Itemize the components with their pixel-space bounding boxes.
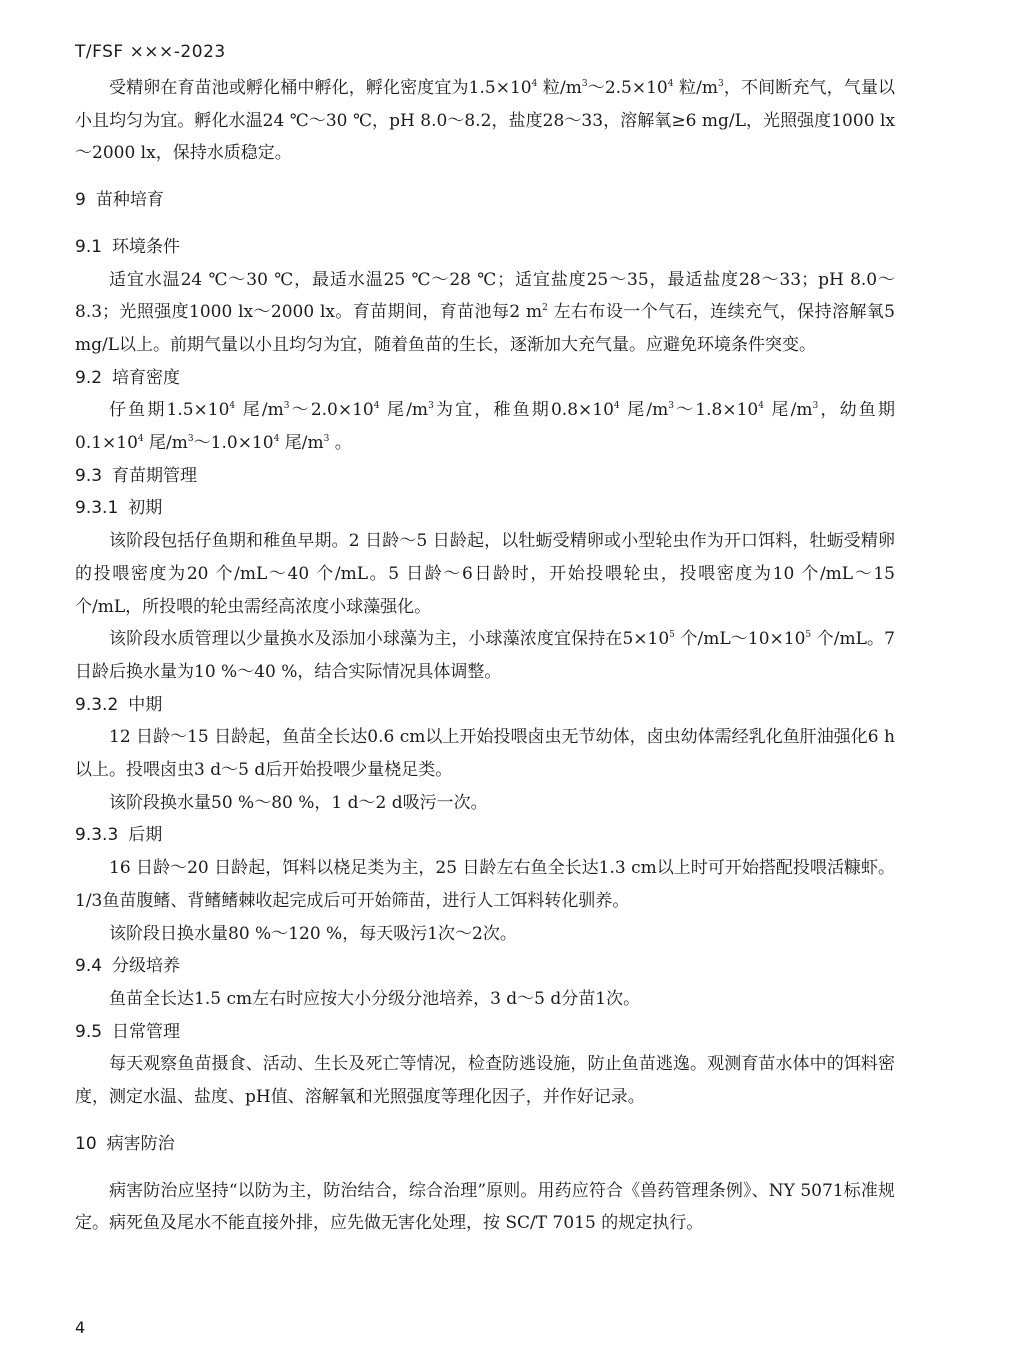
section-9-3-1-heading: 9.3.1 初期 <box>75 498 163 519</box>
late-stage-feeding-paragraph: 16 日龄～20 日龄起，饵料以桡足类为主，25 日龄左右鱼全长达1.3 cm以上时可开始搭配投喂活糠虾。1/3鱼苗腹鳍、背鳍鳍棘收起完成后可开始筛苗，进行人工饵料转化驯养。 <box>75 858 895 911</box>
page-number: 4 <box>75 1318 86 1337</box>
late-stage-water-paragraph: 该阶段日换水量80 %～120 %，每天吸污1次～2次。 <box>109 923 517 944</box>
section-10-heading: 10 病害防治 <box>75 1133 175 1154</box>
section-9-1-heading: 9.1 环境条件 <box>75 236 181 257</box>
section-9-3-heading: 9.3 育苗期管理 <box>75 465 198 486</box>
document-id-header: T/FSF ×××-2023 <box>75 42 226 62</box>
early-stage-water-paragraph: 该阶段水质管理以少量换水及添加小球藻为主，小球藻浓度宜保持在$5\times 10^5$ 个$/mL\sim 10\times 10^5$ 个/mL。7 日龄后换水量为10 %～40 %，结合实际情况具体调整。 <box>75 629 895 682</box>
middle-stage-feeding-paragraph: 12 日龄～15 日龄起，鱼苗全长达0.6 cm以上开始投喂卤虫无节幼体，卤虫幼体需经乳化鱼肝油强化6 h以上。投喂卤虫3 d～5 d后开始投喂少量桡足类。 <box>75 727 895 781</box>
section-9-3-2-heading: 9.3.2 中期 <box>75 694 163 715</box>
section-9-4-heading: 9.4 分级培养 <box>75 956 181 977</box>
section-9-3-3-heading: 9.3.3 后期 <box>75 825 163 846</box>
disease-control-paragraph: 病害防治应坚持“以防为主，防治结合，综合治理”原则。用药应符合《兽药管理条例》、NY 5071标准规定。病死鱼及尾水不能直接外排，应先做无害化处理，按 SC/T 7015 的规定执行。 <box>75 1180 895 1234</box>
middle-stage-water-paragraph: 该阶段换水量50 %～80 %，1 d～2 d吸污一次。 <box>109 792 488 813</box>
section-9-2-heading: 9.2 培育密度 <box>75 367 181 388</box>
daily-management-paragraph: 每天观察鱼苗摄食、活动、生长及死亡等情况，检查防逃设施，防止鱼苗逃逸。观测育苗水体中的饵料密度，测定水温、盐度、pH值、溶解氧和光照强度等理化因子，并作好记录。 <box>75 1054 895 1108</box>
grading-paragraph: 鱼苗全长达1.5 cm左右时应按大小分级分池培养，3 d～5 d分苗1次。 <box>109 988 641 1009</box>
section-9-heading: 9 苗种培育 <box>75 190 164 211</box>
section-9-5-heading: 9.5 日常管理 <box>75 1021 181 1042</box>
environment-paragraph: 适宜水温24 ℃～30 ℃，最适水温25 ℃～28 ℃；适宜盐度25～35，最适盐度28～33；pH 8.0～8.3；光照强度1000 lx～2000 lx。育苗期间，育苗池每2 $m^2$ 左右布设一个气石，连续充气，保持溶解氧5 mg/L以上。前期气量以小且均匀为宜，随着鱼苗的生长，逐渐加大充气量。应避免环境条件突变。 <box>75 269 895 355</box>
density-paragraph: 仔鱼期$1.5\times 10^4$ 尾$/m^3\sim 2.0\times 10^4$ 尾$/m^3$为宜，稚鱼期$0.8\times 10^4$ 尾$/m^3\sim 1.8\times 10^4$ 尾$/m^3$，幼鱼期$0.1\times 10^4$ 尾$/m^3\sim 1.0\times 10^4$ 尾$/m^3$ 。 <box>75 400 895 454</box>
page-content <box>75 72 895 1240</box>
incubation-paragraph: 受精卵在育苗池或孵化桶中孵化，孵化密度宜为$1.5\times 10^4$ 粒$/m^3\sim 2.5\times 10^4$ 粒$/m^3$，不间断充气，气量以小且均匀为宜。孵化水温24 ℃～30 ℃，pH 8.0～8.2，盐度28～33，溶解氧≥6 mg/L，光照强度1000 lx～2000 lx，保持水质稳定。 <box>75 78 895 164</box>
early-stage-feeding-paragraph: 该阶段包括仔鱼期和稚鱼早期。2 日龄～5 日龄起，以牡蛎受精卵或小型轮虫作为开口饵料，牡蛎受精卵的投喂密度为20 个/mL～40 个/mL。5 日龄～6日龄时，开始投喂轮虫，投喂密度为10 个/mL～15 个/mL，所投喂的轮虫需经高浓度小球藻强化。 <box>75 531 895 617</box>
